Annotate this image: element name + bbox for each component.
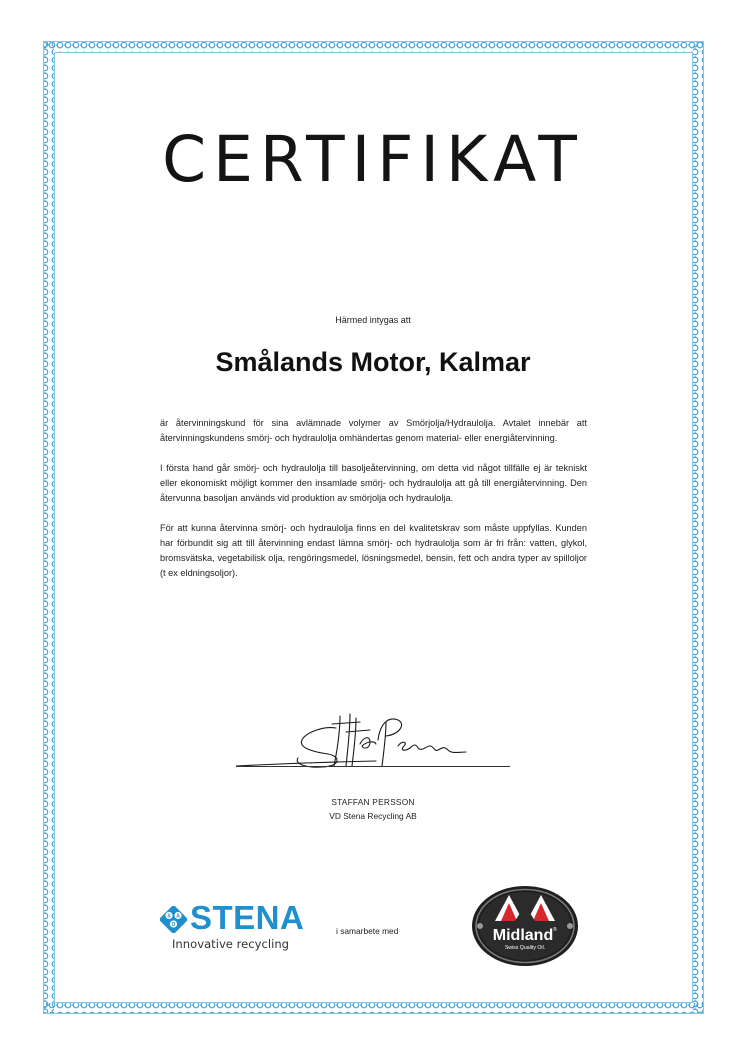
stena-tagline: Innovative recycling bbox=[172, 937, 290, 951]
certificate-title: CERTIFIKAT bbox=[162, 123, 584, 196]
midland-logo bbox=[471, 885, 579, 967]
registered-mark: ® bbox=[553, 927, 557, 933]
intro-text: Härmed intygas att bbox=[335, 315, 411, 325]
stena-mark-letter: O bbox=[171, 921, 176, 928]
company-name: Smålands Motor, Kalmar bbox=[215, 347, 531, 377]
certificate-body bbox=[160, 416, 587, 596]
body-paragraph: I första hand går smörj- och hydraulolja till basoljeåtervinning, om detta vid något tillfälle ej är tekniskt eller ekonomiskt möjligt kommer den insamlade smörj- och hydraulolja att gå till energiåtervinning. Den återvunna basoljan används vid produktion av smörjolja och hydraulolja. bbox=[160, 463, 587, 503]
body-paragraph: För att kunna återvinna smörj- och hydraulolja finns en del kvalitetskrav som måste uppfyllas. Kunden har förbundit sig att till återvinning endast lämna smörj- och hydraulolja som är fri från: vatten, glykol, bromsvätska, vegetabilisk olja, rengöringsmedel, lösningsmedel, bensin, fett och andra typer av spilloljor (t ex eldningsoljor). bbox=[160, 523, 587, 578]
midland-wordmark: Midland bbox=[492, 927, 554, 944]
body-paragraph: är återvinningskund för sina avlämnade volymer av Smörjolja/Hydraulolja. Avtalet innebär att återvinningskundens smörj- och hydraulolja omhändertas genom material- eller energiåtervinning. bbox=[160, 418, 587, 443]
signer-name: STAFFAN PERSSON bbox=[331, 797, 415, 807]
stena-mark-letter: A bbox=[176, 913, 180, 920]
stena-mark-letter: S bbox=[167, 913, 171, 920]
stena-wordmark: STENA bbox=[190, 899, 305, 936]
stena-logo bbox=[160, 899, 305, 956]
signer-title: VD Stena Recycling AB bbox=[329, 811, 417, 821]
signature bbox=[236, 712, 510, 772]
signature-line bbox=[236, 766, 510, 767]
collaboration-text: i samarbete med bbox=[336, 926, 399, 936]
midland-tagline: Swiss Quality Oil. bbox=[504, 945, 546, 951]
stena-diamond-icon bbox=[160, 906, 187, 933]
